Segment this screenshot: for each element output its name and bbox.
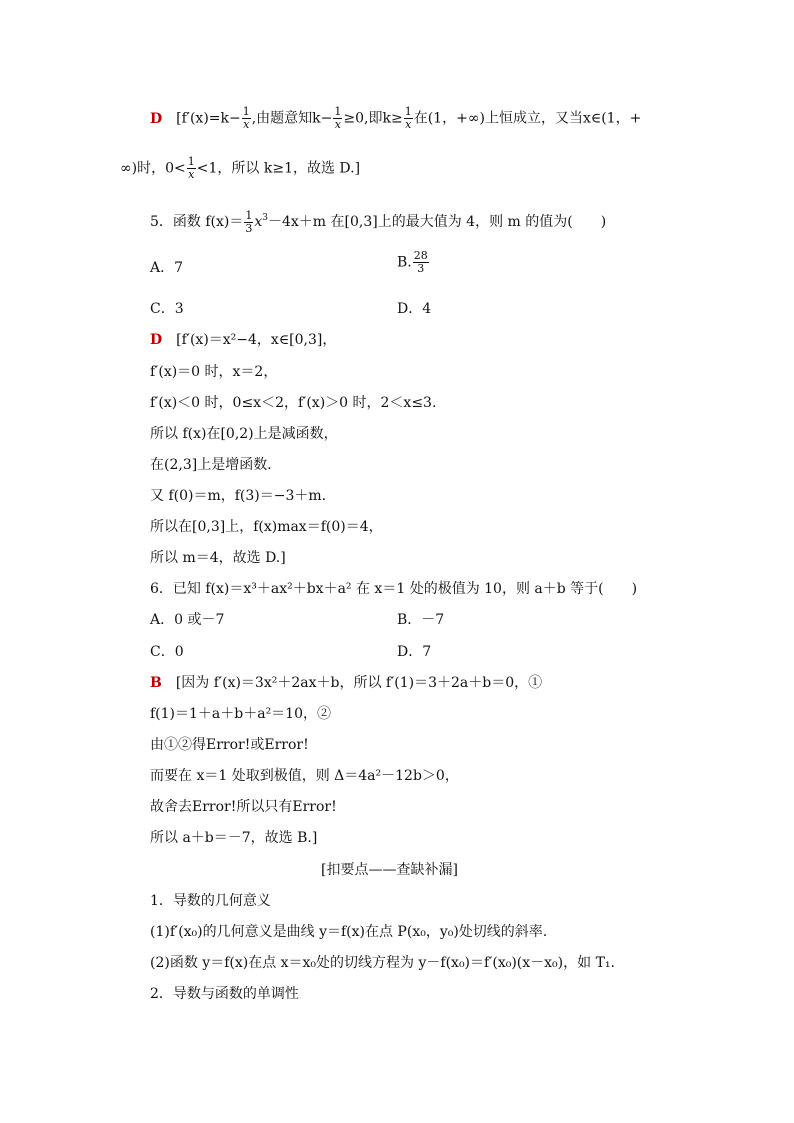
- q5-solution-line-1: D [f′(x)＝x²−4，x∈[0,3]，: [150, 332, 337, 348]
- fraction-1-over-x: $\frac{1}{x}$: [334, 105, 342, 131]
- q5-option-a: A．7: [150, 260, 184, 276]
- q5-solution-line-8: 所以 m＝4，故选 D.]: [150, 550, 286, 566]
- q5-solution-line-3: f′(x)＜0 时，0≤x＜2，f′(x)＞0 时，2＜x≤3.: [150, 395, 437, 411]
- q5-stem: 5．函数 f(x)＝ $\frac{1}{3}$ $x^3-4x+m$ 在[0,3]上的最大值为 4，则 m 的值为( ): [150, 208, 607, 235]
- q6-solution-line-2: f(1)＝1＋a＋b＋a²＝10，②: [150, 706, 332, 722]
- section-item-2: (1)f′(x₀)的几何意义是曲线 y＝f(x)在点 P(x₀，y₀)处切线的斜率.: [150, 924, 548, 940]
- q5-solution-line-5: 在(2,3]上是增函数．: [150, 457, 282, 473]
- section-item-3: (2)函数 y＝f(x)在点 x＝x₀处的切线方程为 y－f(x₀)＝f′(x₀)(x－x₀)，如 T₁.: [150, 955, 615, 971]
- q5-answer-letter: D: [150, 332, 163, 348]
- q6-solution-line-5: 故舍去Error!所以只有Error!: [150, 799, 337, 815]
- q5-solution-line-4: 所以 f(x)在[0,2)上是减函数，: [150, 426, 338, 442]
- fraction-1-over-3: $\frac{1}{3}$: [245, 208, 253, 235]
- section-item-1: 1．导数的几何意义: [150, 893, 271, 909]
- q4-solution-line-1: D [f′(x)=k− $\frac{1}{x}$ ,由题意知k− $\frac{1}{x}$ ≥0,即k≥ $\frac{1}{x}$ 在(1，+∞)上恒成立，又当x∈(1，+: [150, 105, 642, 131]
- q5-solution-line-6: 又 f(0)＝m，f(3)＝−3＋m.: [150, 488, 327, 504]
- q6-solution-line-1: B [因为 f′(x)＝3x²＋2ax＋b，所以 f′(1)＝3＋2a＋b＝0，①: [150, 675, 543, 691]
- q6-option-c: C．0: [150, 644, 184, 660]
- fraction-28-over-3: $\frac{28}{3}$: [413, 249, 428, 275]
- q6-answer-letter: B: [150, 675, 162, 691]
- q5-solution-line-7: 所以在[0,3]上，f(x)max＝f(0)＝4，: [150, 519, 383, 535]
- q6-solution-line-6: 所以 a＋b＝－7，故选 B.]: [150, 830, 318, 846]
- q4-answer-letter: D: [150, 110, 163, 127]
- q6-stem: 6．已知 f(x)＝x³＋ax²＋bx＋a² 在 x＝1 处的极值为 10，则 a＋b 等于( ): [150, 581, 638, 597]
- q5-option-b: B. $\frac{28}{3}$: [397, 249, 428, 275]
- q4-solution-line-2: ∞)时，0< $\frac{1}{x}$ <1，所以 k≥1，故选 D.]: [120, 155, 361, 181]
- section-item-4: 2．导数与函数的单调性: [150, 986, 299, 1002]
- fraction-1-over-x: $\frac{1}{x}$: [187, 155, 195, 181]
- section-title: [扣要点——查缺补漏]: [321, 862, 458, 878]
- q6-solution-line-3: 由①②得Error!或Error!: [150, 737, 309, 753]
- q6-option-d: D．7: [397, 644, 432, 660]
- q6-option-a: A．0 或－7: [150, 612, 225, 628]
- fraction-1-over-x: $\frac{1}{x}$: [242, 105, 250, 131]
- q5-option-c: C．3: [150, 301, 184, 317]
- q5-solution-line-2: f′(x)＝0 时，x＝2，: [150, 364, 278, 380]
- fraction-1-over-x: $\frac{1}{x}$: [404, 105, 412, 131]
- q6-solution-line-4: 而要在 x＝1 处取到极值，则 Δ＝4a²－12b＞0，: [150, 768, 459, 784]
- q6-option-b: B．－7: [397, 612, 445, 628]
- q5-option-d: D．4: [397, 301, 432, 317]
